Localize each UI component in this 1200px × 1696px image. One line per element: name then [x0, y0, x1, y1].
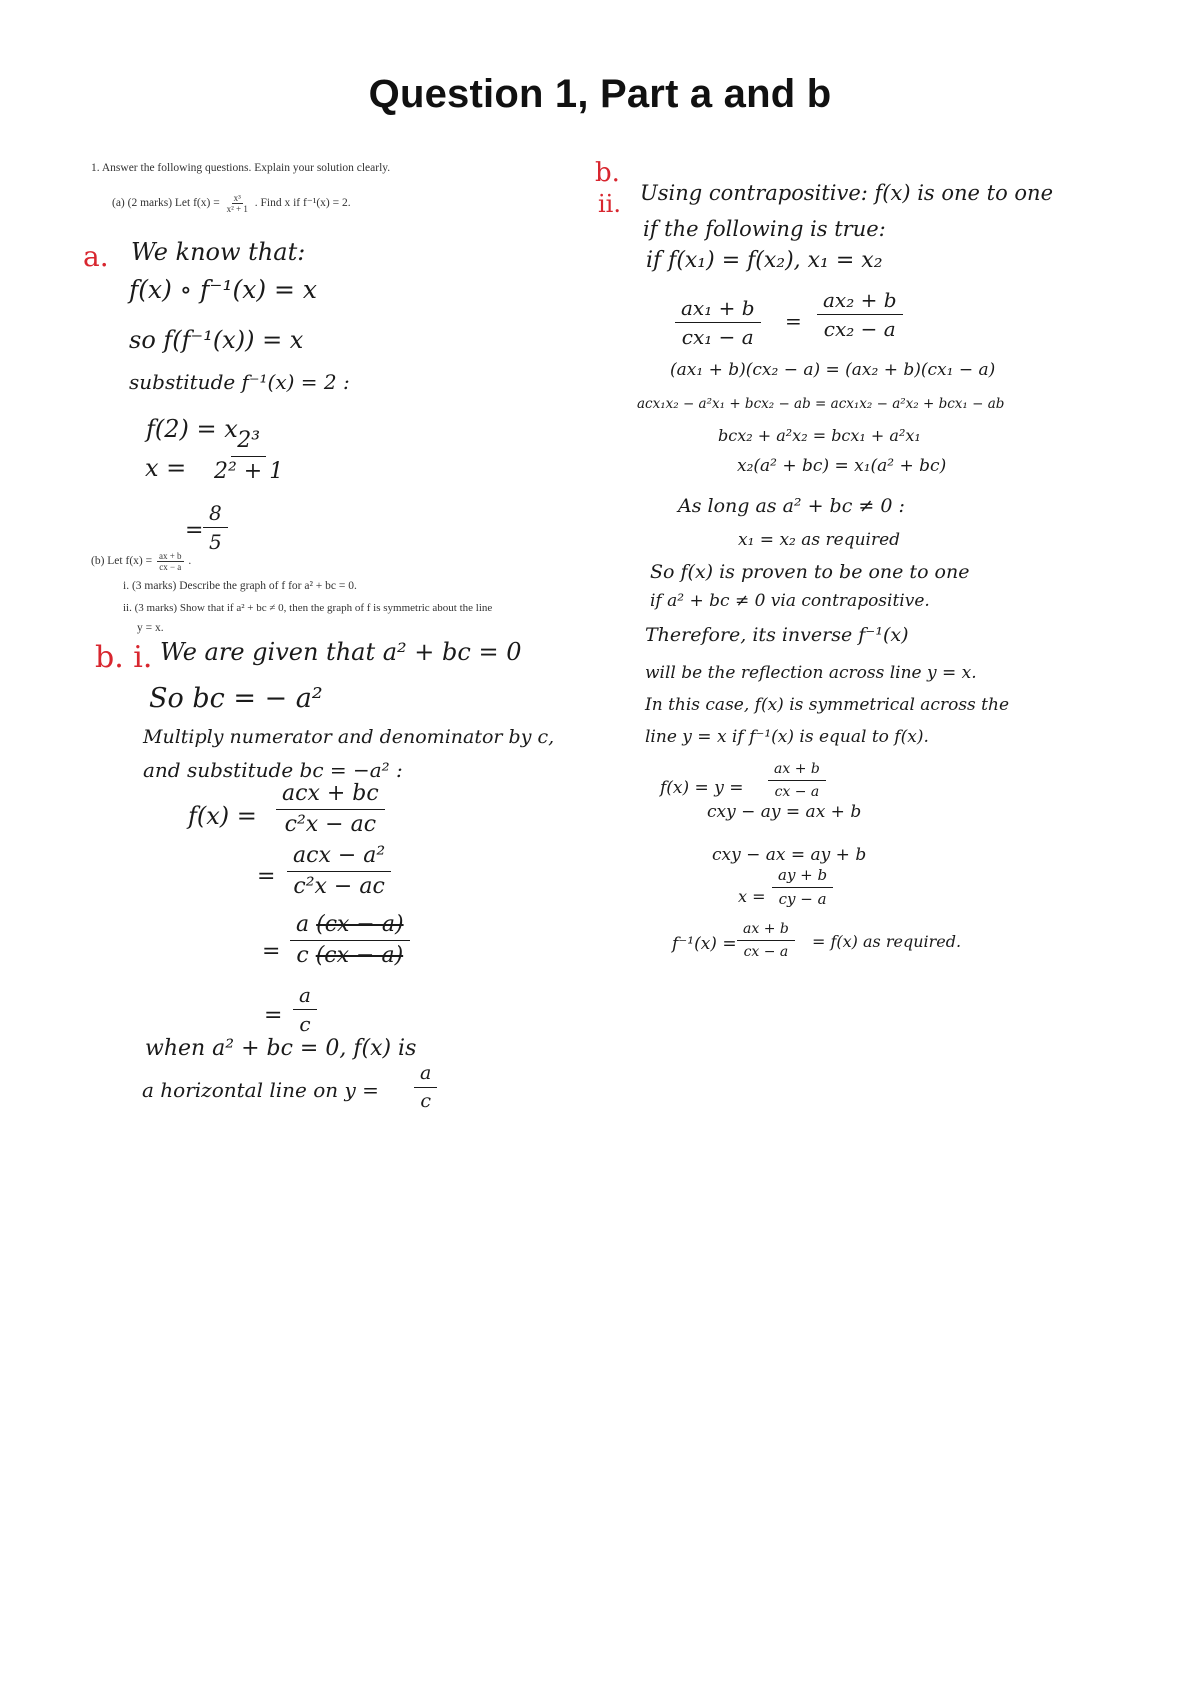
answer-b-ii-line-7: x₂(a² + bc) = x₁(a² + bc) [737, 456, 947, 476]
answer-b-i-conclusion-denominator: c [420, 1090, 431, 1112]
question-part-b-numerator: ax + b [158, 551, 182, 561]
answer-a-line-6-denominator: 2² + 1 [214, 459, 284, 484]
question-part-b-fraction [157, 551, 184, 572]
answer-b-ii-inverse-5-numerator: ax + b [737, 922, 795, 941]
answer-b-i-f-lhs: f(x) = [188, 802, 257, 830]
answer-b-i-fraction-1 [276, 783, 385, 836]
answer-b-ii-inverse-5-rhs: = f(x) as required. [812, 932, 962, 951]
answer-b-i-fraction-3-denominator-cancelled: (cx − a) [315, 943, 404, 968]
answer-b-ii-inverse-1-denominator: cx − a [774, 784, 820, 800]
question-part-b [91, 551, 191, 572]
answer-b-ii-line-14: In this case, f(x) is symmetrical across the [645, 695, 1010, 715]
question-part-a [112, 193, 351, 214]
answer-b-i-line-4: and substitude bc = −a² : [143, 758, 403, 782]
question-part-b-suffix: . [188, 555, 192, 568]
answer-b-ii-inverse-5-lhs: f⁻¹(x) = [672, 934, 737, 954]
answer-b-i-fraction-3-denominator [290, 941, 409, 967]
answer-a-line-6-fraction [208, 430, 289, 483]
question-part-b-ii-line2: y = x. [137, 622, 164, 634]
answer-b-ii-inverse-3: cxy − ax = ay + b [712, 845, 867, 865]
answer-b-i-fraction-2-numerator: acx − a² [287, 845, 391, 872]
answer-b-ii-line-3: if f(x₁) = f(x₂), x₁ = x₂ [646, 248, 883, 273]
question-part-a-suffix: . Find x if f⁻¹(x) = 2. [254, 197, 351, 210]
answer-b-ii-line-2: if the following is true: [643, 217, 886, 241]
answer-a-line-6-numerator: 2³ [231, 430, 266, 457]
answer-b-ii-line-6: bcx₂ + a²x₂ = bcx₁ + a²x₁ [718, 426, 921, 445]
answer-b-i-conclusion-numerator: a [414, 1064, 437, 1088]
answer-a-line-1: We know that: [131, 238, 306, 266]
answer-b-ii-line-9: x₁ = x₂ as required [738, 530, 901, 550]
answer-a-line-2: f(x) ∘ f⁻¹(x) = x [129, 275, 318, 304]
question-part-a-fraction [225, 193, 250, 214]
answer-b-i-equals-2: = [257, 864, 276, 889]
answer-a-line-7-fraction [203, 503, 228, 552]
answer-b-ii-inverse-1-lhs: f(x) = y = [660, 778, 744, 798]
answer-b-ii-line-10: So f(x) is proven to be one to one [650, 561, 970, 583]
answer-b-ii-inverse-5-denominator: cx − a [743, 944, 789, 960]
question-part-a-denominator: x² + 1 [226, 204, 248, 214]
answer-b-i-fraction-4 [293, 985, 317, 1034]
answer-b-ii-inverse-4-denominator: cy − a [778, 890, 827, 908]
question-part-a-prefix: (a) (2 marks) Let f(x) = [112, 197, 220, 210]
answer-b-ii-inverse-2: cxy − ay = ax + b [707, 802, 862, 822]
answer-b-i-fraction-1-denominator: c²x − ac [284, 812, 377, 837]
answer-b-i-fraction-4-denominator: c [299, 1012, 311, 1036]
answer-b-i-fraction-3 [290, 914, 410, 967]
answer-b-ii-line-13: will be the reflection across line y = x. [645, 663, 977, 683]
answer-b-ii-line-8: As long as a² + bc ≠ 0 : [678, 495, 905, 517]
answer-b-ii-label-ii: ii. [598, 190, 621, 218]
answer-b-ii-label-b: b. [595, 158, 620, 188]
answer-b-i-fraction-1-numerator: acx + bc [276, 783, 385, 810]
answer-b-ii-equation-1-left-numerator: ax₁ + b [675, 298, 761, 323]
question-part-b-prefix: (b) Let f(x) = [91, 555, 153, 568]
answer-b-ii-inverse-1-fraction [768, 762, 826, 799]
answer-a-line-7-equals: = [185, 518, 204, 543]
answer-b-ii-equation-1-left-denominator: cx₁ − a [681, 325, 754, 349]
answer-b-ii-equation-1-right-denominator: cx₂ − a [823, 317, 896, 341]
answer-b-ii-line-11: if a² + bc ≠ 0 via contrapositive. [650, 591, 930, 611]
answer-b-i-fraction-3-denominator-c: c [296, 943, 309, 968]
question-intro: 1. Answer the following questions. Explain your solution clearly. [91, 162, 391, 174]
answer-b-ii-equation-1-left [675, 298, 761, 347]
answer-b-ii-line-1: Using contrapositive: f(x) is one to one [640, 181, 1054, 205]
answer-b-i-fraction-3-numerator-a: a [296, 912, 310, 937]
answer-a-line-5: f(2) = x [146, 415, 238, 443]
answer-b-ii-line-15: line y = x if f⁻¹(x) is equal to f(x). [645, 727, 929, 747]
answer-a-line-4: substitude f⁻¹(x) = 2 : [129, 370, 350, 394]
answer-b-ii-equation-1-right [817, 290, 903, 339]
question-part-b-denominator: cx − a [159, 562, 182, 572]
answer-b-i-fraction-2-denominator: c²x − ac [293, 874, 385, 899]
answer-b-ii-inverse-1-numerator: ax + b [768, 762, 826, 781]
answer-b-i-line-1: We are given that a² + bc = 0 [160, 638, 522, 666]
page-title: Question 1, Part a and b [368, 72, 832, 116]
answer-b-i-label: b. i. [95, 640, 153, 675]
answer-b-i-equals-4: = [264, 1003, 283, 1028]
answer-b-i-equals-3: = [262, 939, 281, 964]
answer-a-label: a. [83, 240, 109, 273]
answer-b-i-line-3: Multiply numerator and denominator by c, [143, 726, 555, 748]
answer-b-ii-line-5: acx₁x₂ − a²x₁ + bcx₂ − ab = acx₁x₂ − a²x₂ + bcx₁ − ab [637, 396, 1005, 412]
answer-b-ii-line-4: (ax₁ + b)(cx₂ − a) = (ax₂ + b)(cx₁ − a) [670, 360, 996, 380]
answer-b-i-line-2: So bc = − a² [149, 683, 323, 714]
answer-a-line-7-numerator: 8 [203, 503, 228, 528]
question-part-b-ii-line1: ii. (3 marks) Show that if a² + bc ≠ 0, then the graph of f is symmetric about the line [123, 602, 493, 614]
answer-b-i-conclusion-fraction [414, 1064, 437, 1111]
answer-b-i-conclusion-2: a horizontal line on y = [142, 1078, 379, 1102]
answer-b-i-conclusion-1: when a² + bc = 0, f(x) is [145, 1036, 417, 1061]
answer-b-i-fraction-3-numerator [290, 914, 410, 941]
question-part-b-i: i. (3 marks) Describe the graph of f for a² + bc = 0. [123, 580, 357, 592]
answer-b-ii-line-12: Therefore, its inverse f⁻¹(x) [645, 624, 909, 646]
answer-b-ii-inverse-4-lhs: x = [738, 887, 766, 906]
answer-b-i-fraction-3-numerator-cancelled: (cx − a) [316, 912, 404, 937]
answer-a-line-3: so f(f⁻¹(x)) = x [129, 326, 304, 354]
question-part-a-numerator: x³ [233, 193, 241, 203]
answer-b-ii-inverse-4-fraction [772, 868, 833, 907]
answer-b-ii-equation-1-equals: = [785, 309, 802, 333]
answer-b-i-fraction-2 [287, 845, 391, 898]
answer-b-ii-inverse-4-numerator: ay + b [772, 868, 833, 888]
answer-b-ii-equation-1-right-numerator: ax₂ + b [817, 290, 903, 315]
answer-a-line-6-lhs: x = [145, 454, 187, 482]
answer-a-line-7-denominator: 5 [209, 530, 222, 554]
answer-b-ii-inverse-5-fraction [737, 922, 795, 959]
answer-b-i-fraction-4-numerator: a [293, 985, 317, 1010]
